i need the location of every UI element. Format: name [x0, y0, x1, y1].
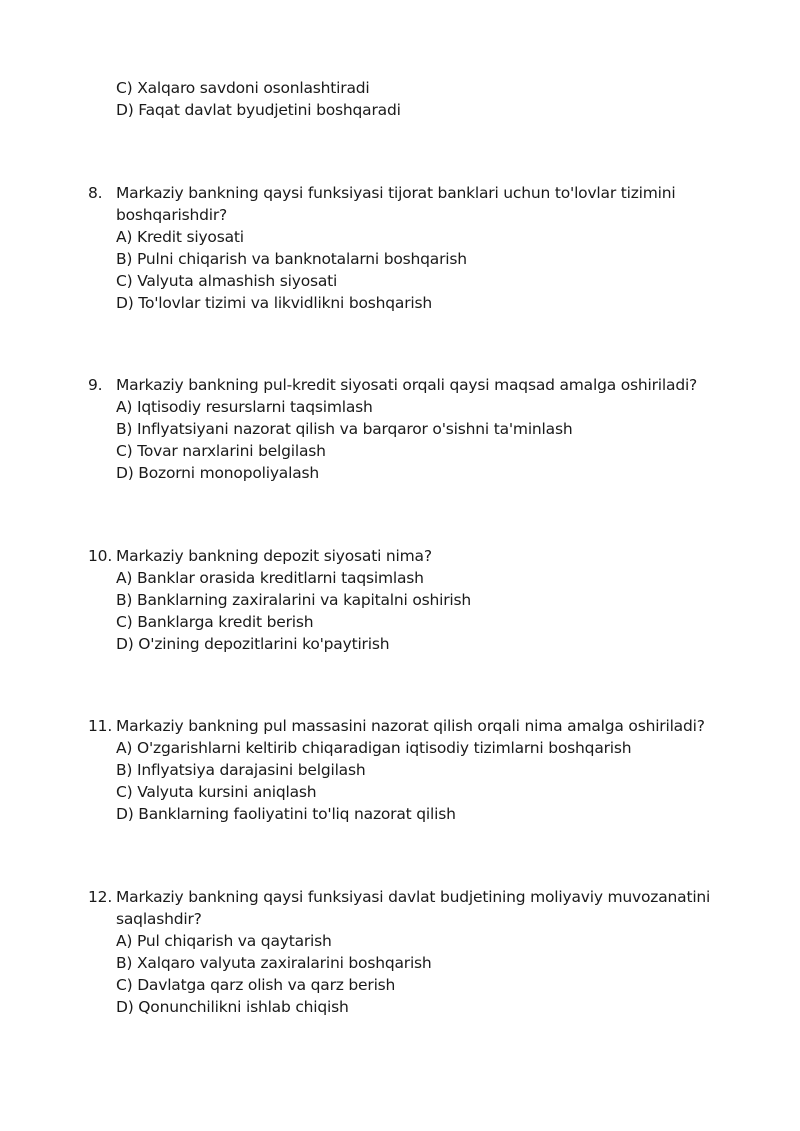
- answer-option: C) Valyuta kursini aniqlash: [116, 783, 317, 801]
- answer-option: C) Banklarga kredit berish: [116, 613, 314, 631]
- question-text: Markaziy bankning qaysi funksiyasi davlat budjetining moliyaviy muvozanatini: [116, 888, 711, 906]
- answer-option: A) O'zgarishlarni keltirib chiqaradigan iqtisodiy tizimlarni boshqarish: [116, 739, 632, 757]
- answer-option: A) Kredit siyosati: [116, 228, 244, 246]
- answer-option: B) Xalqaro valyuta zaxiralarini boshqarish: [116, 954, 432, 972]
- question-text: Markaziy bankning qaysi funksiyasi tijorat banklari uchun to'lovlar tizimini: [116, 184, 676, 202]
- answer-option: D) Bozorni monopoliyalash: [116, 464, 320, 482]
- question-text: Markaziy bankning depozit siyosati nima?: [116, 547, 432, 565]
- answer-option: A) Banklar orasida kreditlarni taqsimlash: [116, 569, 424, 587]
- answer-option: D) Qonunchilikni ishlab chiqish: [116, 998, 349, 1016]
- answer-option: B) Inflyatsiyani nazorat qilish va barqaror o'sishni ta'minlash: [116, 420, 573, 438]
- question-number: 11.: [88, 717, 113, 735]
- answer-option: C) Tovar narxlarini belgilash: [116, 442, 326, 460]
- answer-option: D) O'zining depozitlarini ko'paytirish: [116, 635, 390, 653]
- question-text: saqlashdir?: [116, 910, 202, 928]
- question-text: Markaziy bankning pul massasini nazorat qilish orqali nima amalga oshiriladi?: [116, 717, 705, 735]
- answer-option: B) Banklarning zaxiralarini va kapitalni oshirish: [116, 591, 472, 609]
- answer-option: B) Inflyatsiya darajasini belgilash: [116, 761, 366, 779]
- answer-option: D) Banklarning faoliyatini to'liq nazorat qilish: [116, 805, 456, 823]
- question-number: 12.: [88, 888, 113, 906]
- answer-option: A) Pul chiqarish va qaytarish: [116, 932, 332, 950]
- answer-option: C) Valyuta almashish siyosati: [116, 272, 338, 290]
- answer-option: A) Iqtisodiy resurslarni taqsimlash: [116, 398, 373, 416]
- answer-option: D) To'lovlar tizimi va likvidlikni boshqarish: [116, 294, 433, 312]
- answer-option: B) Pulni chiqarish va banknotalarni boshqarish: [116, 250, 467, 268]
- answer-option: C) Xalqaro savdoni osonlashtiradi: [116, 79, 370, 97]
- question-number: 9.: [88, 376, 103, 394]
- question-number: 10.: [88, 547, 113, 565]
- question-text: boshqarishdir?: [116, 206, 228, 224]
- answer-option: D) Faqat davlat byudjetini boshqaradi: [116, 101, 401, 119]
- answer-option: C) Davlatga qarz olish va qarz berish: [116, 976, 396, 994]
- question-number: 8.: [88, 184, 103, 202]
- question-text: Markaziy bankning pul-kredit siyosati orqali qaysi maqsad amalga oshiriladi?: [116, 376, 698, 394]
